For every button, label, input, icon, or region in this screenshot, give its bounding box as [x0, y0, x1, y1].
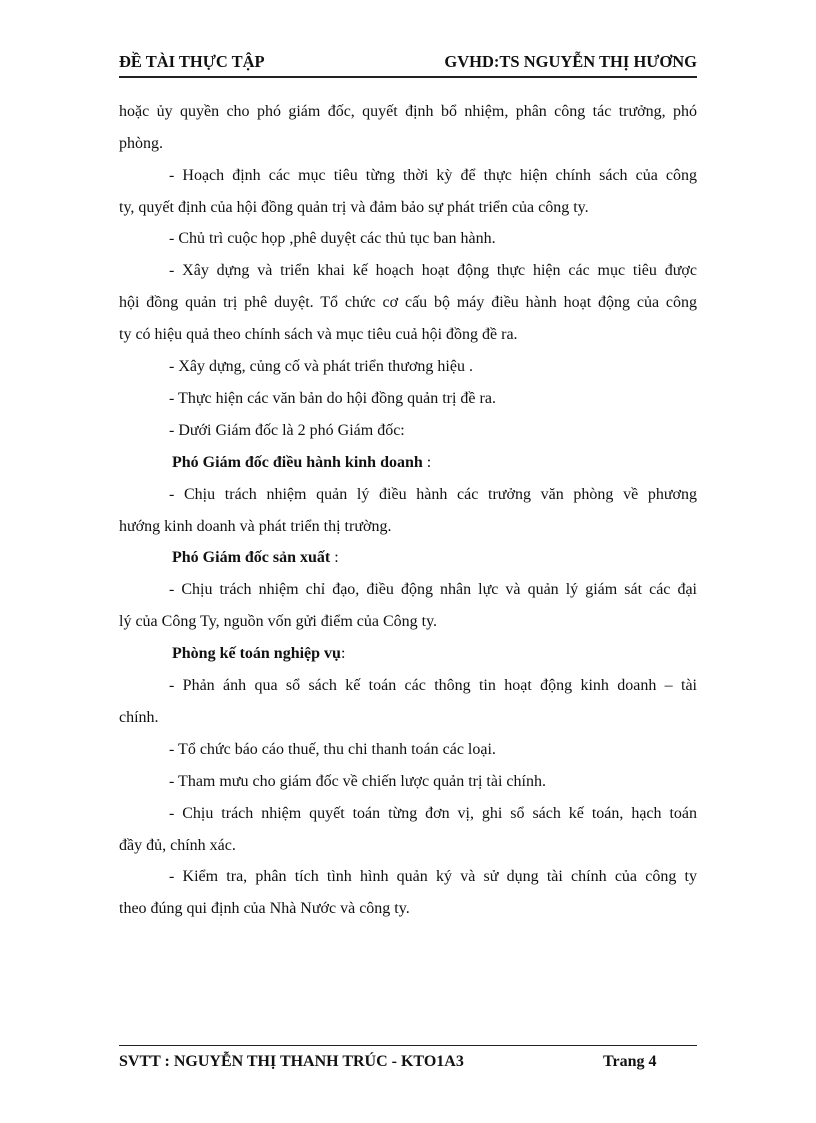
section-heading	[172, 548, 339, 568]
text-line: ty có hiệu quả theo chính sách và mục tiêu cuả hội đồng đề ra.	[119, 326, 518, 343]
section-heading	[172, 644, 345, 664]
text-line: - Xây dựng và triển khai kế hoạch hoạt động thực hiện các mục tiêu được	[169, 262, 697, 279]
text-line: - Chủ trì cuộc họp ,phê duyệt các thủ tục ban hành.	[169, 230, 496, 247]
page-number: Trang 4	[603, 1053, 657, 1070]
text-line: theo đúng qui định của Nhà Nước và công ty.	[119, 900, 410, 917]
page-header	[119, 50, 697, 78]
text-line: - Tham mưu cho giám đốc về chiến lược quản trị tài chính.	[169, 773, 546, 790]
text-line: hướng kinh doanh và phát triển thị trường.	[119, 518, 392, 535]
text-line: - Phản ánh qua sổ sách kế toán các thông tin hoạt động kinh doanh – tài	[169, 677, 697, 694]
heading-text: Phó Giám đốc sản xuất	[172, 549, 331, 566]
heading-colon: :	[340, 645, 346, 662]
text-line: chính.	[119, 709, 159, 726]
text-line: - Xây dựng, củng cố và phát triển thương hiệu .	[169, 358, 473, 375]
text-line: ty, quyết định của hội đồng quản trị và đảm bảo sự phát triển của công ty.	[119, 199, 589, 216]
text-line: - Hoạch định các mục tiêu từng thời kỳ để thực hiện chính sách của công	[169, 167, 697, 184]
heading-text: Phó Giám đốc điều hành kinh doanh	[172, 454, 423, 471]
text-line: - Dưới Giám đốc là 2 phó Giám đốc:	[169, 422, 405, 439]
page-footer	[119, 1045, 697, 1070]
section-heading	[172, 453, 431, 473]
footer-student: SVTT : NGUYỄN THỊ THANH TRÚC - KTO1A3	[119, 1053, 464, 1070]
heading-text: Phòng kế toán nghiệp vụ	[172, 645, 341, 662]
text-line: - Thực hiện các văn bản do hội đồng quản trị đề ra.	[169, 390, 496, 407]
text-line: - Chịu trách nhiệm chỉ đạo, điều động nhân lực và quản lý giám sát các đại	[169, 581, 697, 598]
text-line: - Chịu trách nhiệm quản lý điều hành các trưởng văn phòng về phương	[169, 486, 697, 503]
heading-colon: :	[334, 549, 339, 566]
heading-colon: :	[426, 454, 432, 471]
text-line: hoặc ủy quyền cho phó giám đốc, quyết định bổ nhiệm, phân công tác trưởng, phó	[119, 103, 697, 120]
header-title: ĐỀ TÀI THỰC TẬP	[119, 52, 265, 71]
text-line: lý của Công Ty, nguồn vốn gửi điểm của Công ty.	[119, 613, 438, 630]
text-line: - Tổ chức báo cáo thuế, thu chi thanh toán các loại.	[169, 741, 496, 758]
header-advisor: GVHD:TS NGUYỄN THỊ HƯƠNG	[444, 52, 697, 71]
text-line: - Chịu trách nhiệm quyết toán từng đơn vị, ghi sổ sách kế toán, hạch toán	[169, 805, 697, 822]
text-line: phòng.	[119, 135, 163, 152]
text-line: - Kiểm tra, phân tích tình hình quản ký và sử dụng tài chính của công ty	[169, 868, 697, 885]
text-line: hội đồng quản trị phê duyệt. Tổ chức cơ cấu bộ máy điều hành hoạt động của công	[119, 294, 697, 311]
text-line: đầy đủ, chính xác.	[119, 837, 236, 854]
